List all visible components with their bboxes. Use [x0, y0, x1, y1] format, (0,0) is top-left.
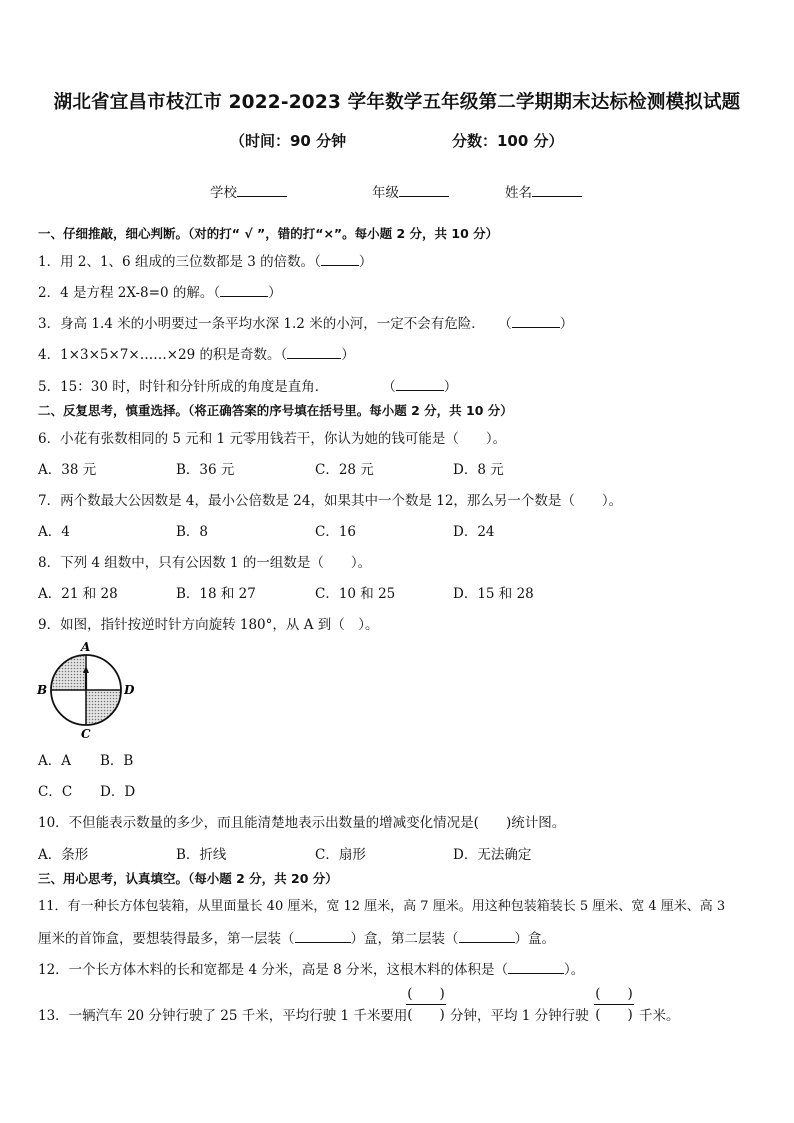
question-3: 3．身高 1.4 米的小明要过一条平均水深 1.2 米的小河，一定不会有危险． （ ） — [38, 312, 573, 332]
q9-option-b[interactable]: B．B — [100, 753, 134, 769]
q8-option-b[interactable]: B．18 和 27 — [176, 586, 256, 602]
answer-blank[interactable] — [220, 282, 268, 297]
name-label: 姓名 — [505, 185, 532, 201]
section-2-heading: 二、反复思考，慎重选择。（将正确答案的序号填在括号里。每小题 2 分，共 10 分） — [38, 403, 513, 418]
question-2: 2．4 是方程 2X-8=0 的解。（ ） — [38, 281, 282, 301]
answer-blank[interactable] — [321, 251, 359, 266]
school-label: 学校 — [210, 185, 237, 201]
question-5: 5．15：30 时，时针和分针所成的角度是直角． （ ） — [38, 375, 457, 395]
exam-score: 分数：100 分） — [452, 132, 564, 150]
q6-option-d[interactable]: D．8 元 — [453, 462, 504, 478]
question-13-part-2: 分钟，平均 1 分钟行驶 — [450, 1008, 589, 1024]
q6-option-b[interactable]: B．36 元 — [176, 462, 235, 478]
q8-option-a[interactable]: A．21 和 28 — [38, 586, 118, 602]
label-a: A — [81, 640, 91, 654]
question-13-part-3: 千米。 — [639, 1008, 680, 1024]
grade-label: 年级 — [372, 185, 399, 201]
name-field[interactable] — [505, 181, 582, 201]
answer-blank[interactable] — [508, 959, 564, 974]
clock-diagram — [34, 640, 144, 740]
q6-option-c[interactable]: C．28 元 — [315, 462, 374, 478]
q9-option-a[interactable]: A．A — [38, 753, 71, 769]
page-title: 湖北省宜昌市枝江市 2022-2023 学年数学五年级第二学期期末达标检测模拟试题 — [53, 92, 741, 113]
school-field[interactable] — [210, 181, 287, 201]
question-13-part-1: 13．一辆汽车 20 分钟行驶了 25 千米，平均行驶 1 千米要用 — [38, 1008, 408, 1024]
exam-time: （时间：90 分钟 — [230, 132, 347, 150]
q9-option-d[interactable]: D．D — [100, 784, 136, 800]
answer-blank[interactable] — [459, 928, 515, 943]
q7-option-d[interactable]: D．24 — [453, 524, 495, 540]
question-9: 9．如图，指针按逆时针方向旋转 180°，从 A 到（ ）。 — [38, 617, 379, 633]
fraction-blank-1[interactable]: ( ) ( ) — [407, 986, 445, 1023]
label-d: D — [124, 683, 135, 697]
q10-option-d[interactable]: D．无法确定 — [453, 847, 532, 863]
question-6: 6．小花有张数相同的 5 元和 1 元零用钱若干，你认为她的钱可能是（ ）。 — [38, 431, 507, 447]
question-4: 4．1×3×5×7×……×29 的积是奇数。（ ） — [38, 343, 355, 363]
answer-blank[interactable] — [512, 313, 560, 328]
q6-option-a[interactable]: A．38 元 — [38, 462, 97, 478]
q10-option-a[interactable]: A．条形 — [38, 847, 89, 863]
q9-option-c[interactable]: C．C — [38, 784, 73, 800]
question-7: 7．两个数最大公因数是 4，最小公倍数是 24，如果其中一个数是 12，那么另一个数是（ ）。 — [38, 493, 623, 509]
question-8: 8．下列 4 组数中，只有公因数 1 的一组数是（ ）。 — [38, 555, 372, 571]
q8-option-c[interactable]: C．10 和 25 — [315, 586, 396, 602]
question-10: 10．不但能表示数量的多少，而且能清楚地表示出数量的增减变化情况是( )统计图。 — [38, 815, 566, 831]
section-1-heading: 一、仔细推敲，细心判断。（对的打“ √ ”，错的打“×”。每小题 2 分，共 10 分） — [38, 226, 499, 241]
answer-blank[interactable] — [295, 928, 351, 943]
q10-option-c[interactable]: C．扇形 — [315, 847, 366, 863]
q10-option-b[interactable]: B．折线 — [176, 847, 227, 863]
question-11-line-1: 11．有一种长方体包装箱，从里面量长 40 厘米，宽 12 厘米，高 7 厘米。用这种包装箱装长 5 厘米、宽 4 厘米、高 3 — [38, 899, 726, 914]
answer-blank[interactable] — [396, 376, 444, 391]
question-12: 12．一个长方体木料的长和宽都是 4 分米，高是 8 分米，这根木料的体积是（ ）。 — [38, 958, 584, 978]
fraction-blank-2[interactable]: ( ) ( ) — [595, 986, 633, 1023]
question-11-line-2: 厘米的首饰盒，要想装得最多，第一层装（ ）盒，第二层装（ ）盒。 — [38, 927, 555, 947]
question-1: 1．用 2、1、6 组成的三位数都是 3 的倍数。（ ） — [38, 250, 372, 270]
grade-field[interactable] — [372, 181, 449, 201]
section-3-heading: 三、用心思考，认真填空。（每小题 2 分，共 20 分） — [38, 871, 338, 886]
q7-option-a[interactable]: A．4 — [38, 524, 70, 540]
q7-option-b[interactable]: B．8 — [176, 524, 209, 540]
label-c: C — [81, 727, 91, 740]
q8-option-d[interactable]: D．15 和 28 — [453, 586, 534, 602]
label-b: B — [37, 683, 48, 697]
q7-option-c[interactable]: C．16 — [315, 524, 357, 540]
answer-blank[interactable] — [287, 344, 341, 359]
